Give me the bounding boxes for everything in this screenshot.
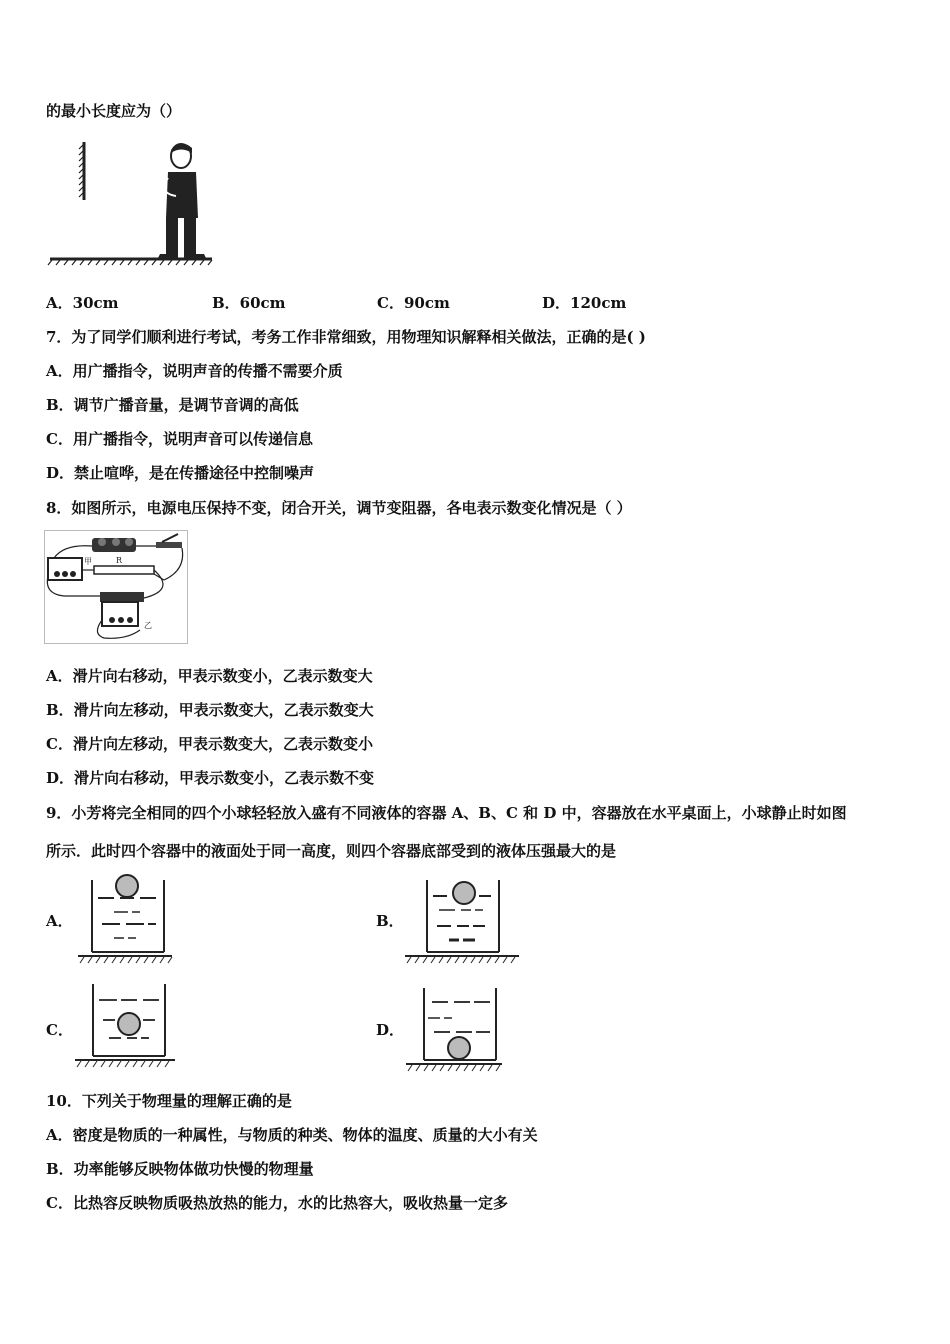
q10-option-a[interactable]: A．密度是物质的一种属性，与物质的种类、物体的温度、质量的大小有关 <box>46 1126 538 1144</box>
q8-option-b[interactable]: B．滑片向左移动，甲表示数变大，乙表示数变大 <box>46 701 374 719</box>
q7-stem: 7．为了同学们顺利进行考试，考务工作非常细致，用物理知识解释相关做法，正确的是( ) <box>46 328 646 346</box>
q9-option-b[interactable]: B． <box>376 912 404 930</box>
left-meter-label: 甲 <box>84 557 92 566</box>
q10-option-c[interactable]: C．比热容反映物质吸热放热的能力，水的比热容大，吸收热量一定多 <box>46 1194 508 1212</box>
circuit-figure <box>44 530 188 644</box>
q6-option-d[interactable]: D．120cm <box>542 294 627 312</box>
mirror-person-figure <box>46 138 216 268</box>
container-b-figure <box>403 874 521 966</box>
q7-option-c[interactable]: C．用广播指令，说明声音可以传递信息 <box>46 430 313 448</box>
q7-option-d[interactable]: D．禁止喧哗，是在传播途径中控制噪声 <box>46 464 315 482</box>
bottom-meter-label: 乙 <box>144 621 152 630</box>
q10-option-b[interactable]: B．功率能够反映物体做功快慢的物理量 <box>46 1160 314 1178</box>
q9-stem-line2: 所示．此时四个容器中的液面处于同一高度，则四个容器底部受到的液体压强最大的是 <box>46 842 617 860</box>
q7-option-a[interactable]: A．用广播指令，说明声音的传播不需要介质 <box>46 362 343 380</box>
container-c-figure <box>73 980 177 1072</box>
q9-stem-line1: 9．小芳将完全相同的四个小球轻轻放入盛有不同液体的容器 A、B、C 和 D 中，容器放在水平桌面上，小球静止时如图 <box>46 804 847 822</box>
q9-option-a[interactable]: A． <box>46 912 73 930</box>
q6-stem-end: 的最小长度应为（） <box>46 102 182 120</box>
q10-stem: 10．下列关于物理量的理解正确的是 <box>46 1092 292 1110</box>
q9-option-c[interactable]: C． <box>46 1021 73 1039</box>
q6-option-a[interactable]: A．30cm <box>46 294 119 312</box>
q7-option-b[interactable]: B．调节广播音量，是调节音调的高低 <box>46 396 299 414</box>
q8-option-c[interactable]: C．滑片向左移动，甲表示数变大，乙表示数变小 <box>46 735 373 753</box>
container-d-figure <box>404 984 504 1074</box>
q6-option-b[interactable]: B．60cm <box>212 294 286 312</box>
q8-option-d[interactable]: D．滑片向右移动，甲表示数变小，乙表示数不变 <box>46 769 375 787</box>
q8-option-a[interactable]: A．滑片向右移动，甲表示数变小，乙表示数变大 <box>46 667 373 685</box>
resistor-label: R <box>116 556 123 565</box>
q8-stem: 8．如图所示，电源电压保持不变，闭合开关，调节变阻器，各电表示数变化情况是（ ） <box>46 499 632 517</box>
q6-option-c[interactable]: C．90cm <box>377 294 450 312</box>
container-a-figure <box>76 872 174 966</box>
q9-option-d[interactable]: D． <box>376 1021 405 1039</box>
